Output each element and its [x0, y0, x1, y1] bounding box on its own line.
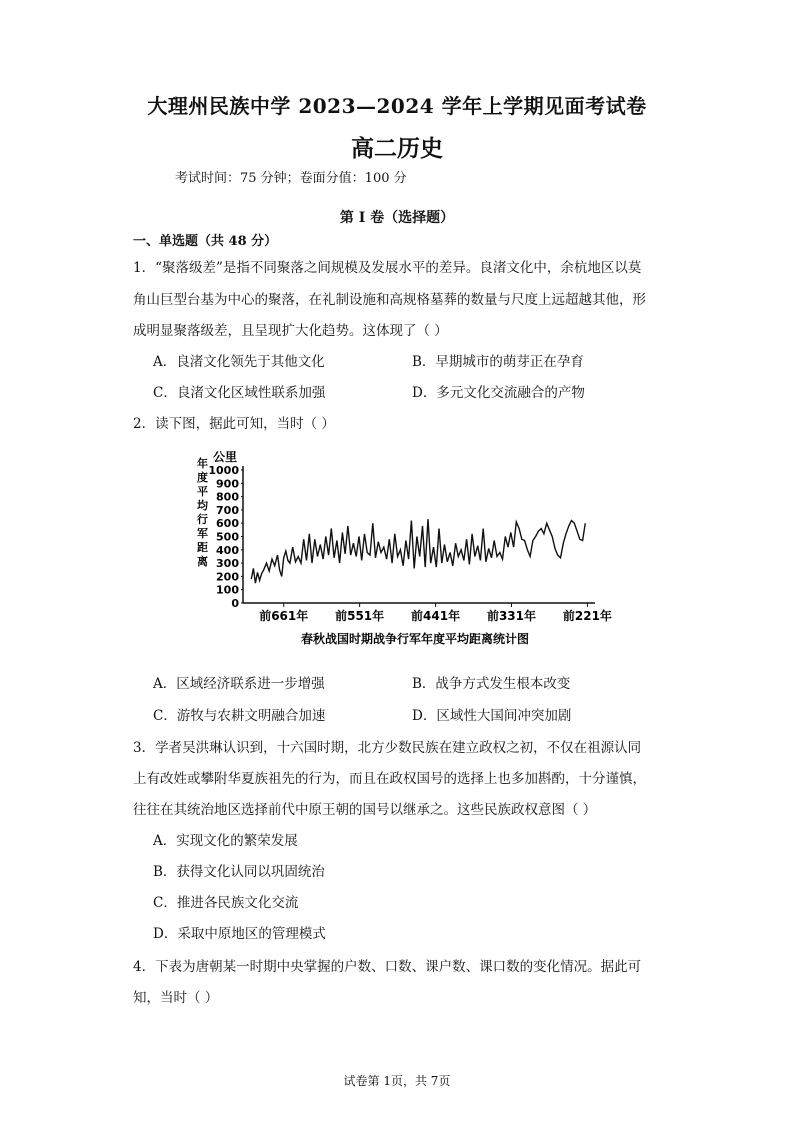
q3-option-b[interactable]: B．获得文化认同以巩固统治: [153, 864, 325, 880]
y-tick-label: 600: [216, 517, 239, 531]
y-tick-label: 1000: [208, 464, 239, 477]
q1-option-c[interactable]: C．良渚文化区域性联系加强: [153, 385, 326, 401]
section-heading: 一、单选题（共 48 分）: [133, 234, 278, 249]
volume-heading: 第 I 卷（选择题）: [339, 210, 455, 226]
y-tick-label: 700: [216, 503, 239, 517]
y-axis-label: 年度平均行军距离: [197, 457, 208, 568]
y-tick-label: 100: [216, 583, 239, 597]
x-tick-label: 前221年: [562, 609, 612, 623]
y-tick-label: 300: [216, 557, 239, 571]
y-tick-label: 400: [216, 543, 239, 557]
q1-line-3: 成明显聚落级差，且呈现扩大化趋势。这体现了（ ）: [133, 323, 448, 339]
exam-title: 大理州民族中学 2023—2024 学年上学期见面考试卷: [147, 94, 647, 118]
y-axis-unit: 公里: [213, 450, 238, 464]
q3-line-2: 上有改姓或攀附华夏族祖先的行为，而且在政权国号的选择上也多加斟酌，十分谨慎，: [133, 771, 646, 787]
x-tick-label: 前441年: [411, 609, 461, 623]
q2-option-d[interactable]: D．区域性大国间冲突加剧: [412, 708, 572, 724]
q1-option-d[interactable]: D．多元文化交流融合的产物: [412, 385, 585, 401]
q4-line-1: 4．下表为唐朝某一时期中央掌握的户数、口数、课户数、课口数的变化情况。据此可: [133, 959, 642, 975]
q1-line-2: 角山巨型台基为中心的聚落，在礼制设施和高规格墓葬的数量与尺度上远超越其他，形: [133, 292, 646, 308]
q1-line-1: 1．“聚落级差”是指不同聚落之间规模及发展水平的差异。良渚文化中，余杭地区以莫: [133, 260, 642, 276]
y-tick-label: 500: [216, 530, 239, 544]
q2-option-a[interactable]: A．区域经济联系进一步增强: [153, 676, 325, 692]
subject-title: 高二历史: [351, 135, 443, 162]
x-tick-label: 前551年: [335, 609, 385, 623]
q2-stem: 2．读下图，据此可知，当时（ ）: [133, 416, 335, 432]
q1-option-a[interactable]: A．良渚文化领先于其他文化: [153, 354, 325, 370]
q2-option-c[interactable]: C．游牧与农耕文明融合加速: [153, 708, 326, 724]
march-distance-chart: [185, 445, 615, 655]
y-tick-label: 200: [216, 570, 239, 584]
y-tick-label: 900: [216, 477, 239, 491]
q2-option-b[interactable]: B．战争方式发生根本改变: [412, 676, 571, 692]
q1-option-b[interactable]: B．早期城市的萌芽正在孕育: [412, 354, 584, 370]
q3-line-1: 3．学者吴洪琳认识到，十六国时期，北方少数民族在建立政权之初，不仅在祖源认同: [133, 740, 642, 756]
q4-line-2: 知，当时（ ）: [133, 990, 219, 1006]
page-footer: 试卷第 1页，共 7页: [343, 1074, 451, 1088]
x-tick-label: 前661年: [259, 609, 309, 623]
y-tick-label: 0: [231, 597, 239, 610]
q3-option-a[interactable]: A．实现文化的繁荣发展: [153, 833, 298, 849]
q3-option-d[interactable]: D．采取中原地区的管理模式: [153, 926, 326, 942]
q3-option-c[interactable]: C．推进各民族文化交流: [153, 895, 299, 911]
x-tick-label: 前331年: [486, 609, 537, 623]
y-tick-label: 800: [216, 490, 239, 504]
q3-line-3: 往往在其统治地区选择前代中原王朝的国号以继承之。这些民族政权意图（ ）: [133, 802, 597, 818]
series-line: [251, 519, 585, 583]
exam-meta: 考试时间：75 分钟；卷面分值：100 分: [175, 171, 407, 186]
chart-title: 春秋战国时期战争行军年度平均距离统计图: [300, 632, 530, 646]
